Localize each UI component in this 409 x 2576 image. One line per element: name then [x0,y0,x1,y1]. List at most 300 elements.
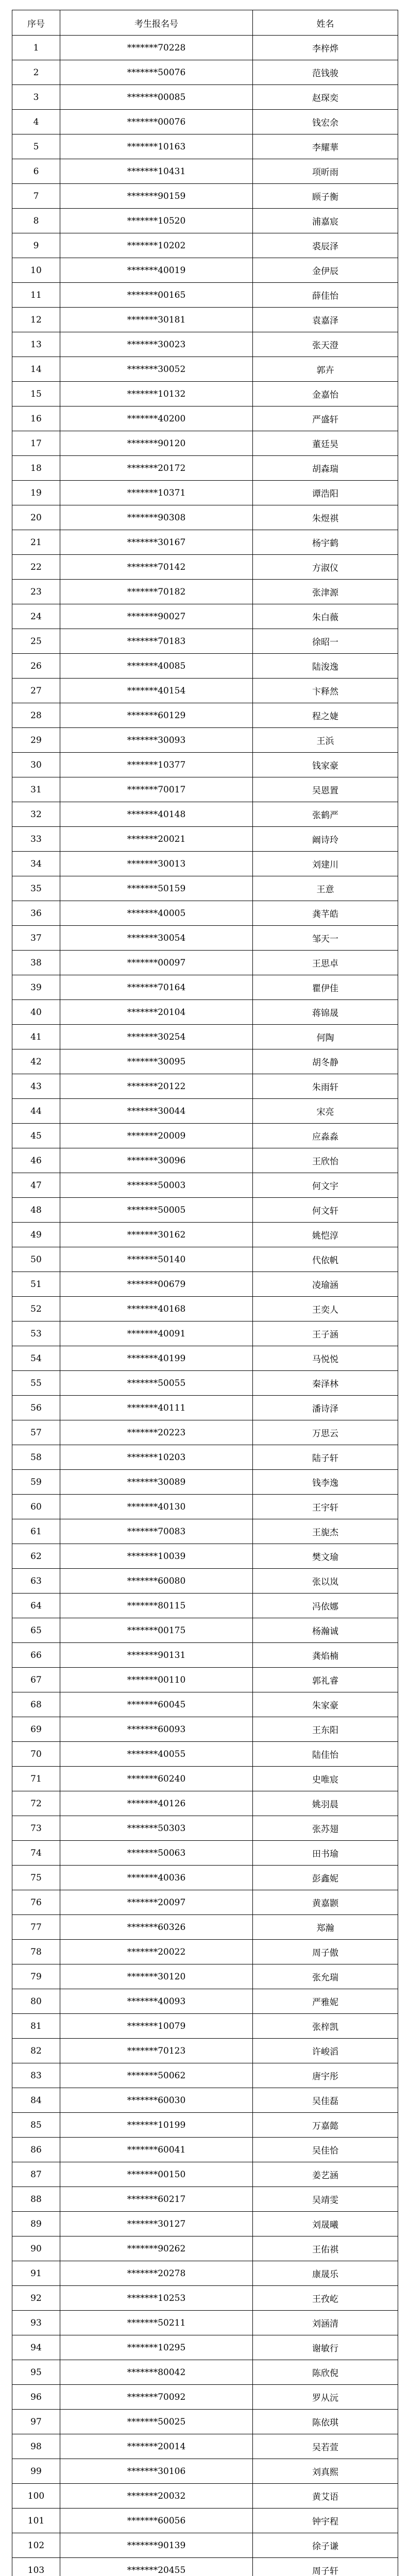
header-index: 序号 [12,10,60,36]
cell-name: 赵琛奕 [253,85,398,110]
table-row [12,975,398,1000]
cell-index: 84 [12,2088,60,2113]
cell-index: 11 [12,283,60,308]
cell-index: 7 [12,184,60,209]
cell-name: 张天澄 [253,332,398,357]
table-row [12,1791,398,1816]
cell-index: 35 [12,876,60,901]
cell-registration-number: *******50211 [60,2311,253,2335]
table-row [12,679,398,703]
cell-index: 37 [12,926,60,951]
cell-index: 20 [12,505,60,530]
cell-index: 57 [12,1420,60,1445]
cell-registration-number: *******20097 [60,1890,253,1915]
cell-name: 黄嘉颢 [253,1890,398,1915]
cell-index: 88 [12,2187,60,2212]
cell-name: 王孜屹 [253,2286,398,2311]
cell-registration-number: *******40093 [60,1989,253,2014]
table-row [12,1594,398,1618]
cell-registration-number: *******40019 [60,258,253,283]
cell-registration-number: *******10199 [60,2113,253,2138]
cell-index: 2 [12,60,60,85]
table-row [12,505,398,530]
cell-registration-number: *******40130 [60,1495,253,1519]
cell-index: 67 [12,1668,60,1692]
cell-registration-number: *******60056 [60,2509,253,2533]
cell-name: 郭礼睿 [253,1668,398,1692]
cell-registration-number: *******10253 [60,2286,253,2311]
table-row [12,1074,398,1099]
cell-index: 14 [12,357,60,382]
cell-registration-number: *******90131 [60,1643,253,1668]
cell-name: 张鹤严 [253,802,398,827]
cell-index: 13 [12,332,60,357]
cell-index: 60 [12,1495,60,1519]
cell-index: 100 [12,2484,60,2509]
cell-registration-number: *******30095 [60,1049,253,1074]
cell-name: 徐昭一 [253,629,398,654]
cell-name: 刘涵清 [253,2311,398,2335]
cell-index: 18 [12,456,60,481]
table-row [12,951,398,975]
cell-name: 史唯宸 [253,1767,398,1791]
table-row [12,1148,398,1173]
cell-name: 何文轩 [253,1198,398,1223]
cell-index: 8 [12,209,60,233]
table-row [12,209,398,233]
cell-index: 47 [12,1173,60,1198]
table-row [12,2063,398,2088]
cell-name: 凌瑜涵 [253,1272,398,1297]
cell-name: 朱家豪 [253,1692,398,1717]
cell-index: 19 [12,481,60,505]
cell-registration-number: *******20014 [60,2434,253,2459]
cell-index: 27 [12,679,60,703]
cell-index: 62 [12,1544,60,1569]
cell-name: 张允瑞 [253,1964,398,1989]
table-row [12,2385,398,2410]
cell-index: 78 [12,1940,60,1964]
cell-name: 袁嘉泽 [253,308,398,332]
cell-registration-number: *******00085 [60,85,253,110]
table-row [12,2261,398,2286]
cell-index: 24 [12,604,60,629]
table-row [12,2360,398,2385]
cell-registration-number: *******30052 [60,357,253,382]
cell-registration-number: *******20022 [60,1940,253,1964]
table-row [12,1964,398,1989]
cell-registration-number: *******70228 [60,36,253,60]
cell-index: 75 [12,1866,60,1890]
cell-name: 项昕雨 [253,159,398,184]
table-row [12,258,398,283]
table-row [12,1495,398,1519]
cell-name: 金嘉怡 [253,382,398,406]
cell-name: 姚羽晨 [253,1791,398,1816]
cell-name: 龚焰楠 [253,1643,398,1668]
cell-registration-number: *******40148 [60,802,253,827]
table-row [12,654,398,679]
table-row [12,2138,398,2162]
cell-name: 李耀華 [253,134,398,159]
cell-index: 9 [12,233,60,258]
table-row [12,629,398,654]
cell-registration-number: *******30089 [60,1470,253,1495]
table-row [12,110,398,134]
table-row [12,1470,398,1495]
cell-index: 76 [12,1890,60,1915]
cell-index: 1 [12,36,60,60]
cell-registration-number: *******00175 [60,1618,253,1643]
table-row [12,60,398,85]
cell-index: 40 [12,1000,60,1025]
cell-name: 吴若萱 [253,2434,398,2459]
cell-registration-number: *******20278 [60,2261,253,2286]
cell-name: 代依帆 [253,1247,398,1272]
cell-index: 64 [12,1594,60,1618]
table-row [12,456,398,481]
cell-registration-number: *******30162 [60,1223,253,1247]
cell-index: 32 [12,802,60,827]
cell-name: 陆子轩 [253,1445,398,1470]
cell-registration-number: *******70017 [60,777,253,802]
cell-index: 22 [12,555,60,580]
cell-name: 杨瀚诚 [253,1618,398,1643]
cell-registration-number: *******50025 [60,2410,253,2434]
table-header [12,10,398,36]
table-row [12,2212,398,2236]
cell-registration-number: *******40199 [60,1346,253,1371]
cell-index: 63 [12,1569,60,1594]
table-row [12,1371,398,1396]
cell-registration-number: *******20455 [60,2558,253,2576]
cell-index: 31 [12,777,60,802]
table-row [12,1569,398,1594]
cell-name: 吴佳恰 [253,2138,398,2162]
cell-name: 王东阳 [253,1717,398,1742]
cell-name: 何陶 [253,1025,398,1049]
cell-name: 王奕人 [253,1297,398,1321]
cell-name: 周子轩 [253,2558,398,2576]
cell-index: 33 [12,827,60,852]
cell-registration-number: *******70183 [60,629,253,654]
cell-index: 12 [12,308,60,332]
cell-registration-number: *******40168 [60,1297,253,1321]
cell-index: 73 [12,1816,60,1841]
cell-registration-number: *******10520 [60,209,253,233]
cell-registration-number: *******60045 [60,1692,253,1717]
cell-name: 刘建川 [253,852,398,876]
cell-index: 51 [12,1272,60,1297]
table-row [12,827,398,852]
table-row [12,1173,398,1198]
table-row [12,2335,398,2360]
table-row [12,2162,398,2187]
cell-index: 80 [12,1989,60,2014]
cell-registration-number: *******30093 [60,728,253,753]
cell-registration-number: *******10377 [60,753,253,777]
cell-name: 何文宇 [253,1173,398,1198]
cell-name: 郭卉 [253,357,398,382]
cell-index: 30 [12,753,60,777]
cell-registration-number: *******20032 [60,2484,253,2509]
cell-index: 25 [12,629,60,654]
cell-name: 马悦悦 [253,1346,398,1371]
cell-registration-number: *******20104 [60,1000,253,1025]
cell-index: 86 [12,2138,60,2162]
cell-registration-number: *******40091 [60,1321,253,1346]
table-row [12,703,398,728]
table-row [12,1099,398,1124]
cell-name: 张以岚 [253,1569,398,1594]
table-row [12,1519,398,1544]
cell-registration-number: *******20021 [60,827,253,852]
cell-name: 董廷昊 [253,431,398,456]
cell-registration-number: *******40005 [60,901,253,926]
cell-name: 姚恺淳 [253,1223,398,1247]
cell-name: 樊文瑜 [253,1544,398,1569]
table-row [12,382,398,406]
cell-name: 应淼淼 [253,1124,398,1148]
cell-index: 93 [12,2311,60,2335]
table-row [12,2286,398,2311]
cell-registration-number: *******40085 [60,654,253,679]
cell-name: 刘晟曦 [253,2212,398,2236]
cell-registration-number: *******00150 [60,2162,253,2187]
table-row [12,2088,398,2113]
cell-name: 王浜 [253,728,398,753]
table-row [12,2410,398,2434]
cell-name: 钱宏余 [253,110,398,134]
cell-registration-number: *******10295 [60,2335,253,2360]
cell-name: 王旎杰 [253,1519,398,1544]
cell-index: 96 [12,2385,60,2410]
cell-registration-number: *******10371 [60,481,253,505]
table-row [12,1223,398,1247]
table-row [12,1717,398,1742]
cell-name: 万思云 [253,1420,398,1445]
table-row [12,852,398,876]
cell-registration-number: *******00110 [60,1668,253,1692]
table-row [12,1346,398,1371]
cell-name: 范钱骏 [253,60,398,85]
cell-registration-number: *******10203 [60,1445,253,1470]
table-row [12,308,398,332]
cell-index: 98 [12,2434,60,2459]
cell-name: 张苏翅 [253,1816,398,1841]
cell-registration-number: *******70123 [60,2039,253,2063]
cell-registration-number: *******60080 [60,1569,253,1594]
cell-index: 4 [12,110,60,134]
cell-name: 胡森瑞 [253,456,398,481]
cell-name: 吴靖雯 [253,2187,398,2212]
table-row [12,1841,398,1866]
cell-name: 朱白薇 [253,604,398,629]
header-name: 姓名 [253,10,398,36]
table-row [12,36,398,60]
cell-registration-number: *******40200 [60,406,253,431]
cell-index: 52 [12,1297,60,1321]
cell-index: 15 [12,382,60,406]
cell-index: 53 [12,1321,60,1346]
table-row [12,283,398,308]
cell-name: 黄艾语 [253,2484,398,2509]
cell-name: 张津源 [253,580,398,604]
cell-name: 许峻滔 [253,2039,398,2063]
cell-index: 50 [12,1247,60,1272]
cell-name: 薛佳怡 [253,283,398,308]
cell-registration-number: *******60217 [60,2187,253,2212]
cell-registration-number: *******40036 [60,1866,253,1890]
table-row [12,357,398,382]
cell-name: 谭浩阳 [253,481,398,505]
cell-name: 张梓凯 [253,2014,398,2039]
table-row [12,1890,398,1915]
cell-name: 杨宇鹤 [253,530,398,555]
cell-index: 46 [12,1148,60,1173]
cell-name: 龚芊皓 [253,901,398,926]
table-row [12,2509,398,2533]
cell-registration-number: *******00076 [60,110,253,134]
cell-registration-number: *******10163 [60,134,253,159]
cell-registration-number: *******60030 [60,2088,253,2113]
cell-name: 潘诗泽 [253,1396,398,1420]
cell-index: 72 [12,1791,60,1816]
cell-registration-number: *******50076 [60,60,253,85]
cell-name: 吴佳磊 [253,2088,398,2113]
cell-index: 42 [12,1049,60,1074]
cell-name: 王佑祺 [253,2236,398,2261]
cell-index: 48 [12,1198,60,1223]
cell-index: 34 [12,852,60,876]
cell-registration-number: *******80042 [60,2360,253,2385]
cell-index: 91 [12,2261,60,2286]
header-registration-number: 考生报名号 [60,10,253,36]
cell-name: 田书瑜 [253,1841,398,1866]
cell-index: 29 [12,728,60,753]
cell-name: 王欣怡 [253,1148,398,1173]
cell-registration-number: *******90120 [60,431,253,456]
cell-index: 68 [12,1692,60,1717]
table-row [12,2113,398,2138]
table-row [12,184,398,209]
cell-registration-number: *******30044 [60,1099,253,1124]
cell-name: 李梓烨 [253,36,398,60]
cell-index: 101 [12,2509,60,2533]
cell-registration-number: *******40055 [60,1742,253,1767]
table-row [12,530,398,555]
cell-name: 王宇轩 [253,1495,398,1519]
cell-name: 顾子衡 [253,184,398,209]
table-row [12,431,398,456]
cell-registration-number: *******00679 [60,1272,253,1297]
table-row [12,1445,398,1470]
cell-index: 85 [12,2113,60,2138]
table-row [12,1618,398,1643]
cell-name: 王子涵 [253,1321,398,1346]
cell-registration-number: *******30181 [60,308,253,332]
cell-registration-number: *******40154 [60,679,253,703]
cell-registration-number: *******90139 [60,2533,253,2558]
cell-index: 66 [12,1643,60,1668]
table-row [12,777,398,802]
cell-index: 44 [12,1099,60,1124]
table-row [12,481,398,505]
cell-name: 钱李逸 [253,1470,398,1495]
cell-index: 6 [12,159,60,184]
cell-index: 16 [12,406,60,431]
cell-index: 79 [12,1964,60,1989]
table-row [12,1816,398,1841]
cell-registration-number: *******10431 [60,159,253,184]
cell-registration-number: *******20172 [60,456,253,481]
cell-registration-number: *******70182 [60,580,253,604]
cell-name: 裘辰泽 [253,233,398,258]
cell-registration-number: *******60093 [60,1717,253,1742]
cell-index: 87 [12,2162,60,2187]
cell-name: 陆浚逸 [253,654,398,679]
cell-registration-number: *******30120 [60,1964,253,1989]
cell-registration-number: *******90159 [60,184,253,209]
cell-name: 唐宇彤 [253,2063,398,2088]
table-row [12,1692,398,1717]
cell-registration-number: *******90262 [60,2236,253,2261]
cell-name: 王意 [253,876,398,901]
cell-registration-number: *******00165 [60,283,253,308]
table-row [12,1940,398,1964]
cell-index: 54 [12,1346,60,1371]
cell-registration-number: *******70142 [60,555,253,580]
table-row [12,2558,398,2576]
cell-registration-number: *******00097 [60,951,253,975]
table-row [12,1643,398,1668]
cell-registration-number: *******30127 [60,2212,253,2236]
cell-index: 49 [12,1223,60,1247]
cell-name: 邹天一 [253,926,398,951]
cell-registration-number: *******70164 [60,975,253,1000]
table-row [12,728,398,753]
cell-index: 43 [12,1074,60,1099]
cell-name: 胡冬静 [253,1049,398,1074]
cell-registration-number: *******30054 [60,926,253,951]
cell-index: 90 [12,2236,60,2261]
cell-registration-number: *******60240 [60,1767,253,1791]
table-row [12,1396,398,1420]
table-row [12,1742,398,1767]
table-row [12,604,398,629]
cell-registration-number: *******20009 [60,1124,253,1148]
cell-index: 28 [12,703,60,728]
cell-registration-number: *******60041 [60,2138,253,2162]
cell-index: 95 [12,2360,60,2385]
table-row [12,926,398,951]
table-row [12,1272,398,1297]
cell-name: 瞿伊佳 [253,975,398,1000]
cell-index: 77 [12,1915,60,1940]
cell-name: 严雅妮 [253,1989,398,2014]
cell-index: 39 [12,975,60,1000]
cell-name: 彭鑫妮 [253,1866,398,1890]
cell-name: 方淑仪 [253,555,398,580]
cell-name: 蒋锦晟 [253,1000,398,1025]
cell-name: 朱煜祺 [253,505,398,530]
cell-name: 朱雨轩 [253,1074,398,1099]
cell-index: 55 [12,1371,60,1396]
cell-index: 81 [12,2014,60,2039]
table-row [12,1198,398,1223]
cell-registration-number: *******50159 [60,876,253,901]
table-row [12,2533,398,2558]
